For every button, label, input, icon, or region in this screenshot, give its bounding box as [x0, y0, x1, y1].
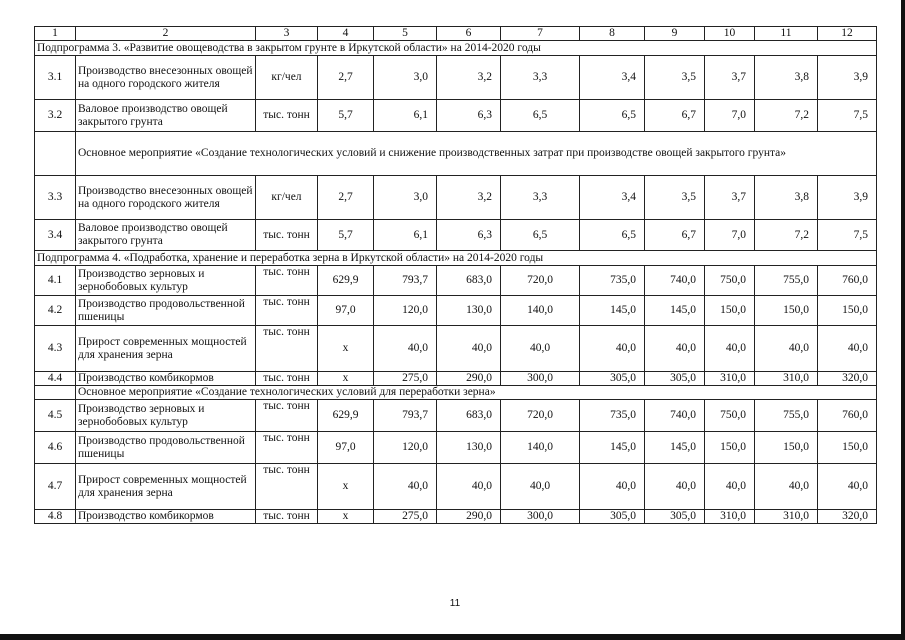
unit-cell: тыс. тонн	[256, 100, 318, 132]
value-cell: 40,0	[580, 464, 645, 510]
value-cell: 305,0	[580, 372, 645, 386]
value-cell: 6,5	[501, 100, 580, 132]
value-cell: 3,0	[374, 56, 437, 100]
indicator-name: Валовое производство овощей закрытого грунта	[76, 220, 256, 251]
main-event-title: Основное мероприятие «Создание технологических условий для переработки зерна»	[76, 386, 877, 400]
indicator-name: Производство внесезонных овощей на одного городского жителя	[76, 56, 256, 100]
header-cell: 6	[437, 27, 501, 41]
value-cell: 750,0	[705, 400, 755, 432]
row-number: 3.2	[35, 100, 76, 132]
value-cell: 40,0	[437, 464, 501, 510]
value-cell: 3,4	[580, 176, 645, 220]
event-blank-cell	[35, 386, 76, 400]
indicator-name: Производство продовольственной пшеницы	[76, 296, 256, 326]
value-cell: 120,0	[374, 296, 437, 326]
table-row	[35, 464, 877, 510]
row-number: 4.8	[35, 510, 76, 524]
value-cell: 793,7	[374, 266, 437, 296]
unit-cell: кг/чел	[256, 176, 318, 220]
header-cell: 1	[35, 27, 76, 41]
row-number: 3.1	[35, 56, 76, 100]
value-cell: 150,0	[818, 296, 877, 326]
value-cell: 310,0	[755, 372, 818, 386]
row-number: 4.1	[35, 266, 76, 296]
unit-cell: тыс. тонн	[256, 510, 318, 524]
row-number: 4.4	[35, 372, 76, 386]
row-number: 4.7	[35, 464, 76, 510]
value-cell: 6,3	[437, 100, 501, 132]
value-cell: 320,0	[818, 372, 877, 386]
indicator-name: Производство комбикормов	[76, 372, 256, 386]
main-event-row	[35, 132, 877, 176]
value-cell: 3,8	[755, 56, 818, 100]
value-cell: 3,5	[645, 176, 705, 220]
value-cell: 3,5	[645, 56, 705, 100]
value-cell: 275,0	[374, 510, 437, 524]
value-cell: 7,0	[705, 220, 755, 251]
value-cell: х	[318, 372, 374, 386]
subprogram-row	[35, 41, 877, 56]
value-cell: 3,2	[437, 176, 501, 220]
value-cell: 7,2	[755, 220, 818, 251]
value-cell: 140,0	[501, 432, 580, 464]
indicator-name: Производство продовольственной пшеницы	[76, 432, 256, 464]
value-cell: 6,7	[645, 220, 705, 251]
value-cell: 275,0	[374, 372, 437, 386]
table-row	[35, 400, 877, 432]
value-cell: 3,3	[501, 176, 580, 220]
value-cell: 40,0	[645, 464, 705, 510]
header-cell: 5	[374, 27, 437, 41]
subprogram-title: Подпрограмма 4. «Подработка, хранение и переработка зерна в Иркутской области» на 2014-2020 годы	[35, 251, 877, 266]
unit-cell: тыс. тонн	[256, 432, 318, 464]
value-cell: 40,0	[374, 464, 437, 510]
value-cell: 130,0	[437, 432, 501, 464]
value-cell: 140,0	[501, 296, 580, 326]
table-row	[35, 100, 877, 132]
value-cell: 629,9	[318, 400, 374, 432]
unit-cell: кг/чел	[256, 56, 318, 100]
value-cell: 7,5	[818, 100, 877, 132]
table-row	[35, 266, 877, 296]
value-cell: 305,0	[580, 510, 645, 524]
value-cell: 5,7	[318, 220, 374, 251]
value-cell: х	[318, 510, 374, 524]
value-cell: 6,7	[645, 100, 705, 132]
value-cell: 300,0	[501, 510, 580, 524]
value-cell: 150,0	[705, 432, 755, 464]
unit-cell: тыс. тонн	[256, 220, 318, 251]
value-cell: 720,0	[501, 400, 580, 432]
value-cell: 310,0	[705, 372, 755, 386]
value-cell: 97,0	[318, 296, 374, 326]
value-cell: 40,0	[437, 326, 501, 372]
value-cell: 3,3	[501, 56, 580, 100]
table-row	[35, 56, 877, 100]
value-cell: 6,3	[437, 220, 501, 251]
value-cell: 720,0	[501, 266, 580, 296]
header-cell: 8	[580, 27, 645, 41]
subprogram-title: Подпрограмма 3. «Развитие овощеводства в закрытом грунте в Иркутской области» на 2014-2020 годы	[35, 41, 877, 56]
value-cell: х	[318, 464, 374, 510]
table-row	[35, 176, 877, 220]
value-cell: 6,1	[374, 100, 437, 132]
value-cell: 740,0	[645, 266, 705, 296]
table-row	[35, 296, 877, 326]
header-cell: 9	[645, 27, 705, 41]
value-cell: 7,2	[755, 100, 818, 132]
value-cell: 97,0	[318, 432, 374, 464]
value-cell: 2,7	[318, 56, 374, 100]
indicator-name: Производство комбикормов	[76, 510, 256, 524]
value-cell: 40,0	[818, 326, 877, 372]
value-cell: 7,5	[818, 220, 877, 251]
value-cell: 305,0	[645, 510, 705, 524]
indicator-name: Валовое производство овощей закрытого грунта	[76, 100, 256, 132]
value-cell: 3,7	[705, 56, 755, 100]
value-cell: 40,0	[705, 326, 755, 372]
table-row	[35, 220, 877, 251]
page-edge-right	[901, 0, 905, 640]
row-number: 4.5	[35, 400, 76, 432]
value-cell: 40,0	[645, 326, 705, 372]
value-cell: 6,5	[580, 220, 645, 251]
value-cell: 310,0	[755, 510, 818, 524]
value-cell: 40,0	[755, 326, 818, 372]
main-event-row	[35, 386, 877, 400]
value-cell: 793,7	[374, 400, 437, 432]
value-cell: 3,4	[580, 56, 645, 100]
value-cell: 145,0	[580, 432, 645, 464]
indicator-name: Производство зерновых и зернобобовых культур	[76, 266, 256, 296]
value-cell: 310,0	[705, 510, 755, 524]
header-cell: 11	[755, 27, 818, 41]
value-cell: 290,0	[437, 372, 501, 386]
value-cell: 683,0	[437, 400, 501, 432]
value-cell: х	[318, 326, 374, 372]
table-row	[35, 372, 877, 386]
value-cell: 740,0	[645, 400, 705, 432]
value-cell: 40,0	[705, 464, 755, 510]
value-cell: 145,0	[580, 296, 645, 326]
value-cell: 300,0	[501, 372, 580, 386]
value-cell: 40,0	[501, 326, 580, 372]
value-cell: 3,8	[755, 176, 818, 220]
value-cell: 2,7	[318, 176, 374, 220]
header-cell: 10	[705, 27, 755, 41]
value-cell: 760,0	[818, 400, 877, 432]
value-cell: 305,0	[645, 372, 705, 386]
value-cell: 40,0	[374, 326, 437, 372]
value-cell: 3,9	[818, 56, 877, 100]
page-number: 11	[449, 598, 461, 609]
indicator-name: Прирост современных мощностей для хранения зерна	[76, 464, 256, 510]
value-cell: 150,0	[755, 296, 818, 326]
event-blank-cell	[35, 132, 76, 176]
value-cell: 150,0	[755, 432, 818, 464]
unit-cell: тыс. тонн	[256, 464, 318, 510]
value-cell: 683,0	[437, 266, 501, 296]
value-cell: 760,0	[818, 266, 877, 296]
unit-cell: тыс. тонн	[256, 400, 318, 432]
value-cell: 3,2	[437, 56, 501, 100]
value-cell: 40,0	[580, 326, 645, 372]
value-cell: 120,0	[374, 432, 437, 464]
subprogram-row	[35, 251, 877, 266]
row-number: 3.3	[35, 176, 76, 220]
indicator-name: Производство зерновых и зернобобовых культур	[76, 400, 256, 432]
value-cell: 750,0	[705, 266, 755, 296]
unit-cell: тыс. тонн	[256, 372, 318, 386]
value-cell: 150,0	[818, 432, 877, 464]
table-row	[35, 510, 877, 524]
header-cell: 2	[76, 27, 256, 41]
value-cell: 6,1	[374, 220, 437, 251]
table-row	[35, 432, 877, 464]
value-cell: 3,0	[374, 176, 437, 220]
value-cell: 320,0	[818, 510, 877, 524]
table-row	[35, 326, 877, 372]
value-cell: 150,0	[705, 296, 755, 326]
indicators-table	[34, 26, 877, 524]
header-cell: 4	[318, 27, 374, 41]
value-cell: 130,0	[437, 296, 501, 326]
indicator-name: Прирост современных мощностей для хранения зерна	[76, 326, 256, 372]
value-cell: 145,0	[645, 432, 705, 464]
value-cell: 629,9	[318, 266, 374, 296]
value-cell: 6,5	[501, 220, 580, 251]
value-cell: 5,7	[318, 100, 374, 132]
main-event-title: Основное мероприятие «Создание технологических условий и снижение производственных затрат при производстве овощей закрытого грунта»	[76, 132, 877, 176]
value-cell: 145,0	[645, 296, 705, 326]
value-cell: 6,5	[580, 100, 645, 132]
indicator-name: Производство внесезонных овощей на одного городского жителя	[76, 176, 256, 220]
value-cell: 290,0	[437, 510, 501, 524]
value-cell: 755,0	[755, 400, 818, 432]
value-cell: 40,0	[755, 464, 818, 510]
value-cell: 735,0	[580, 266, 645, 296]
value-cell: 755,0	[755, 266, 818, 296]
row-number: 4.2	[35, 296, 76, 326]
row-number: 4.3	[35, 326, 76, 372]
header-row	[35, 27, 877, 41]
header-cell: 12	[818, 27, 877, 41]
header-cell: 3	[256, 27, 318, 41]
value-cell: 40,0	[501, 464, 580, 510]
row-number: 3.4	[35, 220, 76, 251]
unit-cell: тыс. тонн	[256, 266, 318, 296]
unit-cell: тыс. тонн	[256, 326, 318, 372]
value-cell: 735,0	[580, 400, 645, 432]
unit-cell: тыс. тонн	[256, 296, 318, 326]
header-cell: 7	[501, 27, 580, 41]
value-cell: 7,0	[705, 100, 755, 132]
row-number: 4.6	[35, 432, 76, 464]
page-edge-bottom	[0, 634, 905, 640]
value-cell: 40,0	[818, 464, 877, 510]
value-cell: 3,7	[705, 176, 755, 220]
value-cell: 3,9	[818, 176, 877, 220]
